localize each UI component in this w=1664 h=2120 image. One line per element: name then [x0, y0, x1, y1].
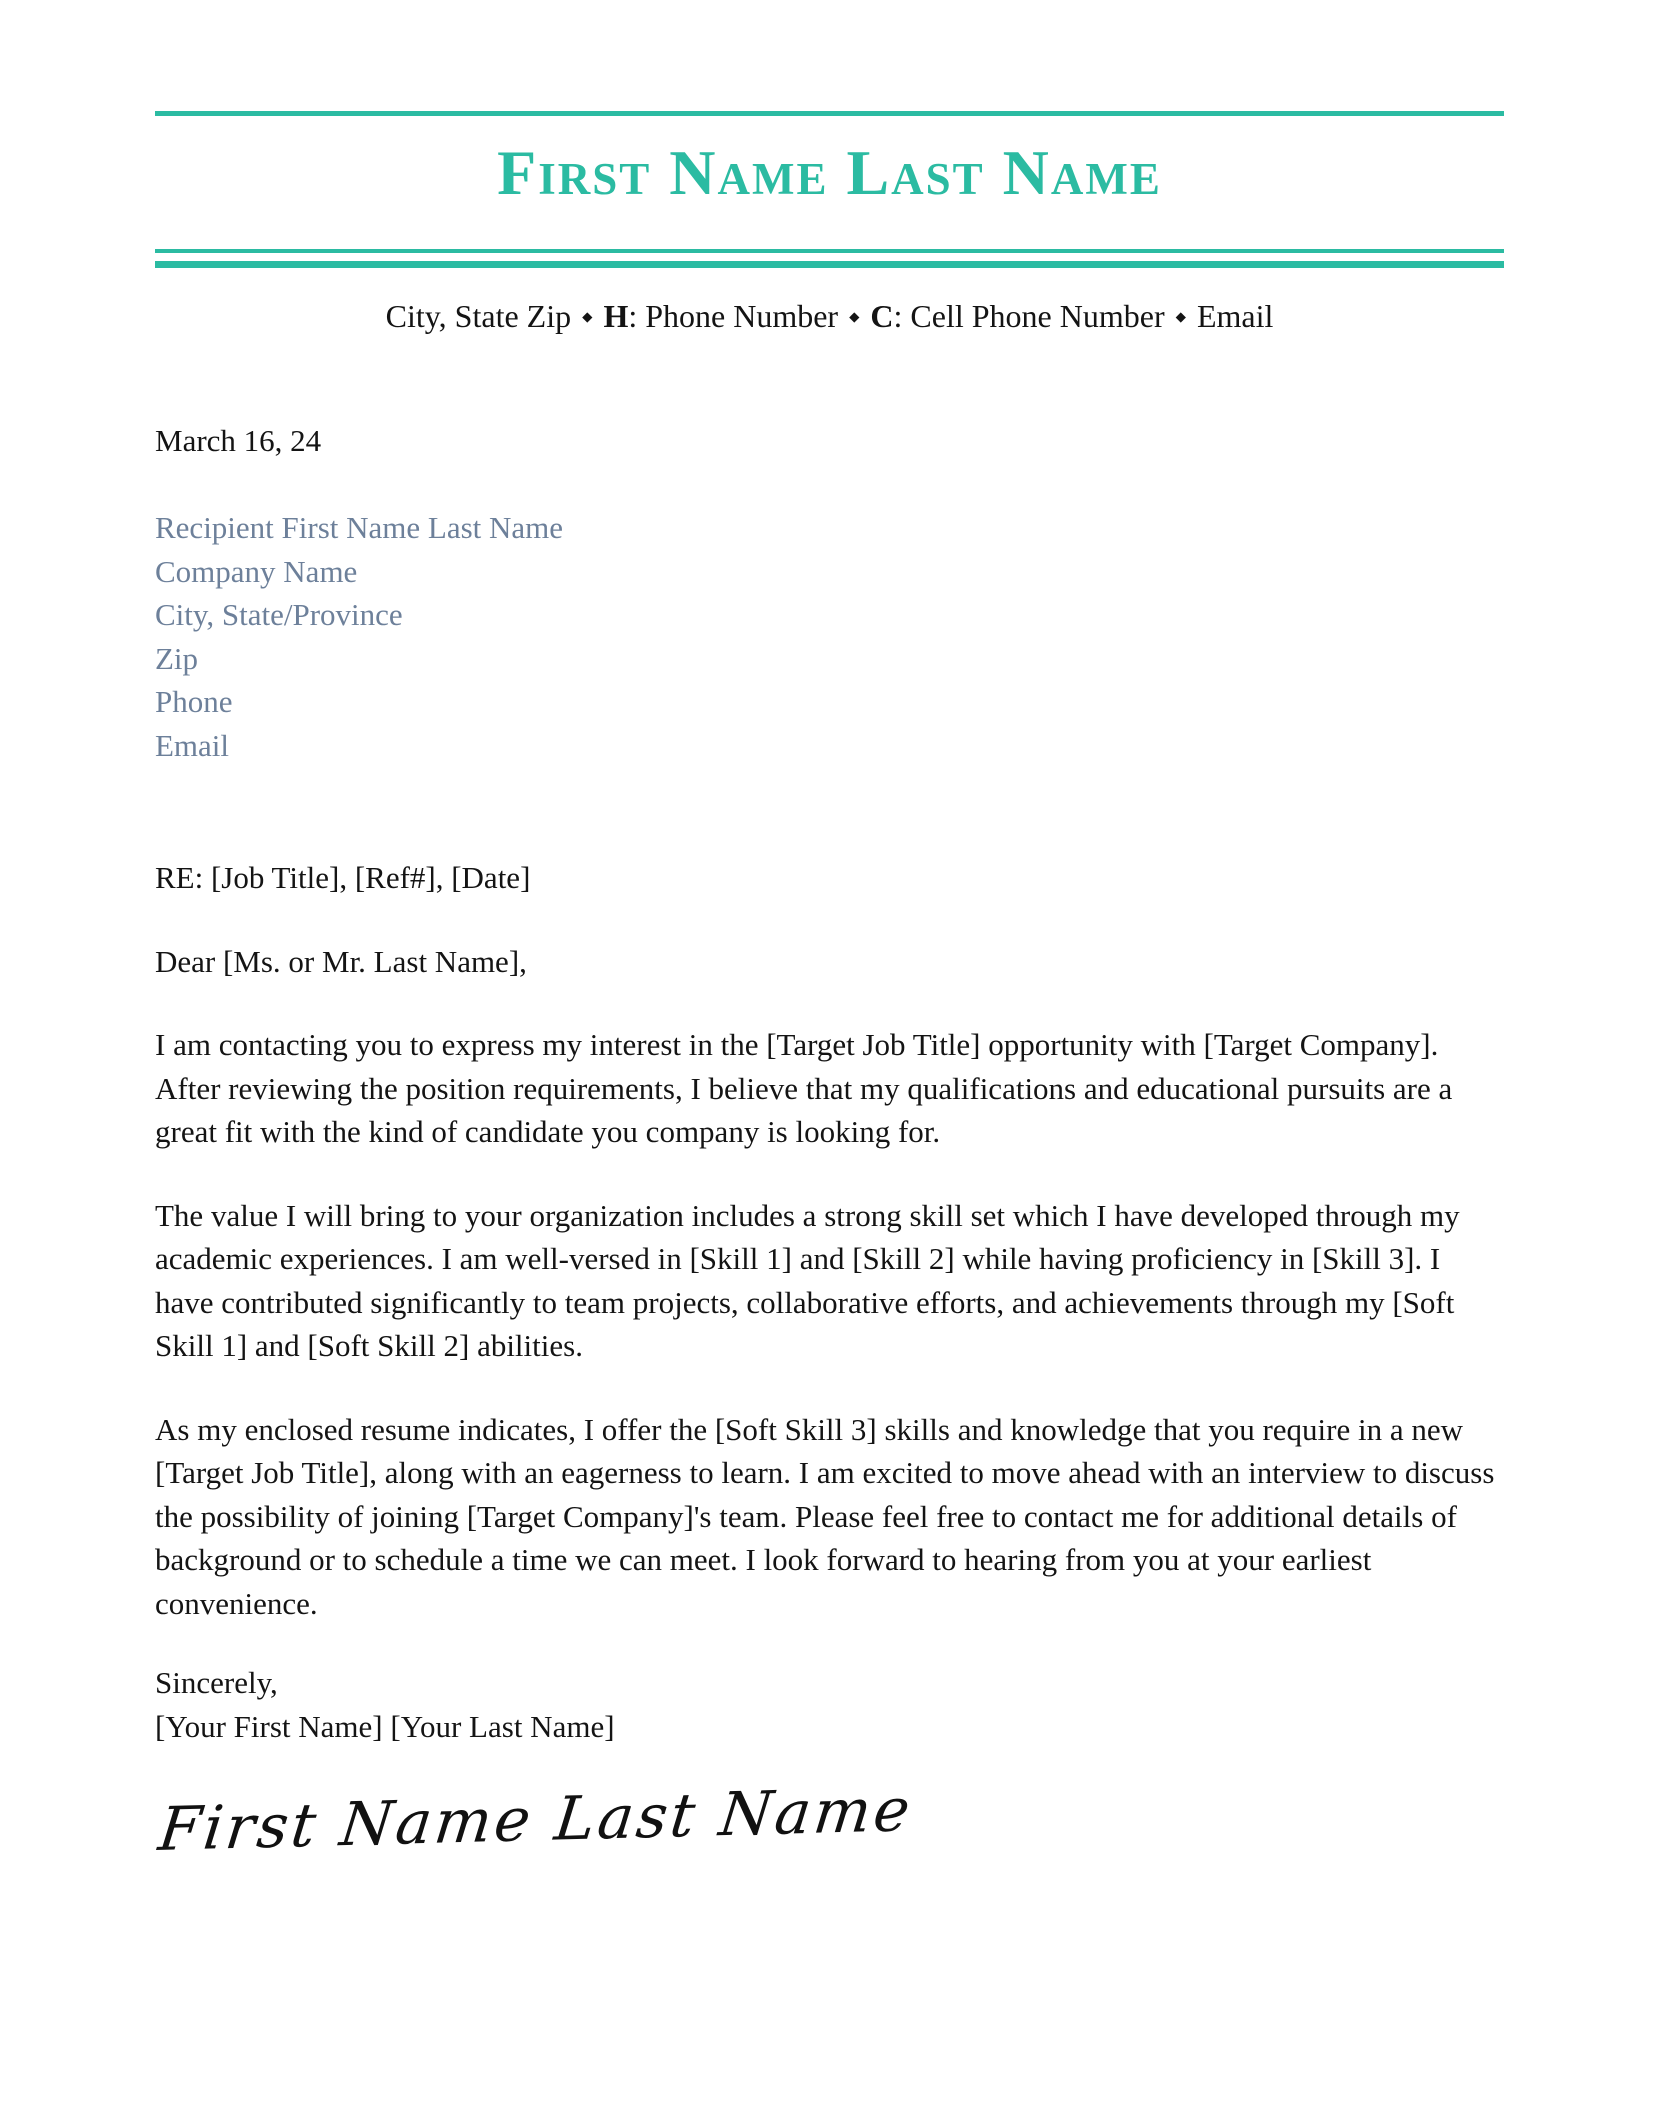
double-rule-thick-line — [155, 261, 1504, 268]
handwritten-signature: First Name Last Name — [155, 1775, 917, 1866]
contact-home-value: : Phone Number — [628, 297, 839, 334]
body-paragraph-1: I am contacting you to express my interest in the [Target Job Title] opportunity with [Target Company]. After reviewing the position requirements, I believe that my qualifications and educational pursuits are a great fit with the kind of candidate you company is looking for. — [155, 1027, 1453, 1150]
closing-sincerely: Sincerely, — [155, 1665, 278, 1701]
recipient-phone-line: Phone — [155, 684, 233, 720]
header-double-rule — [155, 249, 1504, 268]
closing-typed-name: [Your First Name] [Your Last Name] — [155, 1708, 615, 1744]
salutation: Dear [Ms. or Mr. Last Name], — [155, 943, 527, 979]
recipient-email-line: Email — [155, 727, 230, 763]
recipient-zip-line: Zip — [155, 640, 199, 676]
letter-date: March 16, 24 — [155, 422, 322, 458]
diamond-separator-icon: ◆ — [849, 309, 860, 325]
diamond-separator-icon: ◆ — [582, 309, 593, 325]
body-paragraph-2: The value I will bring to your organization includes a strong skill set which I have developed through my academic experiences. I am well-versed in [Skill 1] and [Skill 2] while having proficiency in [Skill 3]. I have contributed significantly to team projects, collaborative efforts, and achievements through my [Soft Skill 1] and [Soft Skill 2] abilities. — [155, 1197, 1460, 1364]
double-rule-gap — [155, 253, 1504, 261]
body-paragraph-3: As my enclosed resume indicates, I offer the [Soft Skill 3] skills and knowledge that you require in a new [Target Job Title], along with an eagerness to learn. I am excited to move ahead with an interview to discuss the possibility of joining [Target Company]'s team. Please feel free to contact me for additional details of background or to schedule a time we can meet. I look forward to hearing from you at your earliest convenience. — [155, 1411, 1495, 1621]
contact-home-label: H — [603, 297, 629, 334]
recipient-address-block — [155, 506, 1504, 767]
contact-info-line — [155, 294, 1504, 340]
header-top-rule — [155, 111, 1504, 116]
contact-city-state-zip: City, State Zip — [385, 297, 572, 334]
contact-cell-value: : Cell Phone Number — [893, 297, 1165, 334]
subject-re-line: RE: [Job Title], [Ref#], [Date] — [155, 860, 531, 896]
recipient-company-line: Company Name — [155, 553, 358, 589]
contact-email: Email — [1196, 297, 1274, 334]
recipient-city-line: City, State/Province — [155, 597, 403, 633]
diamond-separator-icon: ◆ — [1175, 309, 1186, 325]
contact-cell-label: C — [870, 297, 894, 334]
page-title: First Name Last Name — [497, 137, 1162, 208]
recipient-name-line: Recipient First Name Last Name — [155, 510, 564, 546]
closing-block — [155, 1661, 1504, 1748]
